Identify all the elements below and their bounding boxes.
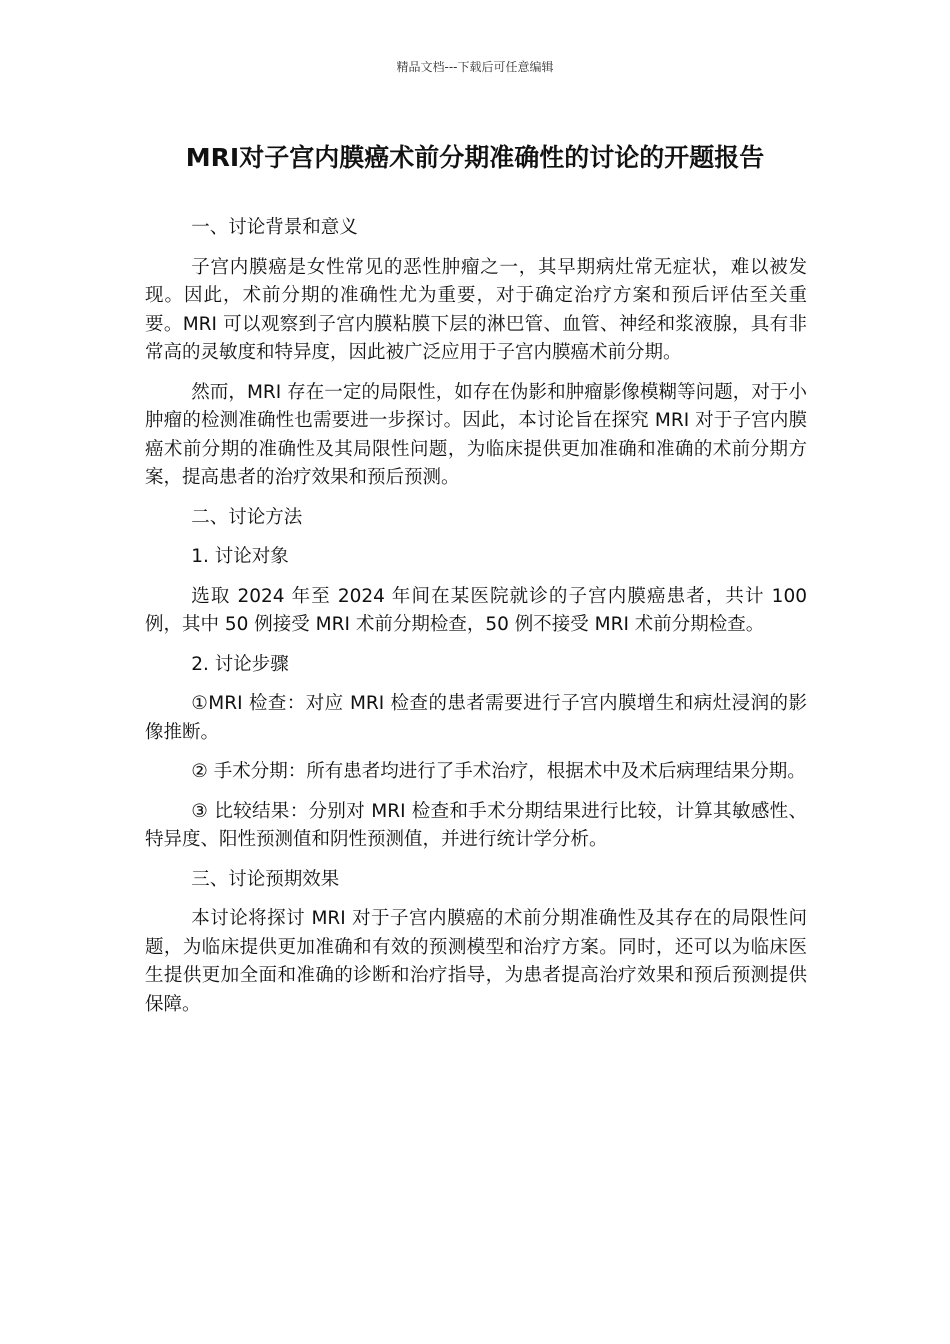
paragraph-background-1: 子宫内膜癌是女性常见的恶性肿瘤之一，其早期病灶常无症状，难以被发现。因此，术前分期的准确性尤为重要，对于确定治疗方案和预后评估至关重要。MRI 可以观察到子宫内膜粘膜下层的淋巴管、血管、神经和浆液腺，具有非常高的灵敏度和特异度，因此被广泛应用于子宫内膜癌术前分期。 [145,256,807,363]
step-compare-results: ③ 比较结果：分别对 MRI 检查和手术分期结果进行比较，计算其敏感性、特异度、阳性预测值和阴性预测值，并进行统计学分析。 [145,800,807,850]
document-body [145,214,807,1030]
header-note: 精品文档---下载后可任意编辑 [396,60,554,74]
paragraph-subjects: 选取 2024 年至 2024 年间在某医院就诊的子宫内膜癌患者，共计 100 例，其中 50 例接受 MRI 术前分期检查，50 例不接受 MRI 术前分期检查。 [145,585,807,635]
paragraph-expected: 本讨论将探讨 MRI 对于子宫内膜癌的术前分期准确性及其存在的局限性问题，为临床提供更加准确和有效的预测模型和治疗方案。同时，还可以为临床医生提供更加全面和准确的诊断和治疗指导，为患者提高治疗效果和预后预测提供保障。 [145,908,807,1015]
step-surgical-staging: ② 手术分期：所有患者均进行了手术治疗，根据术中及术后病理结果分期。 [191,761,806,782]
section-heading-methods: 二、讨论方法 [191,506,303,528]
section-heading-expected: 三、讨论预期效果 [191,868,340,890]
step-mri-exam: ①MRI 检查：对应 MRI 检查的患者需要进行子宫内膜增生和病灶浸润的影像推断。 [145,693,807,743]
subheading-subjects: 1. 讨论对象 [191,546,289,567]
document-title: MRI对子宫内膜癌术前分期准确性的讨论的开题报告 [185,143,765,172]
section-heading-background: 一、讨论背景和意义 [191,217,358,238]
subheading-steps: 2. 讨论步骤 [191,653,289,675]
paragraph-background-2: 然而，MRI 存在一定的局限性，如存在伪影和肿瘤影像模糊等问题，对于小肿瘤的检测准确性也需要进一步探讨。因此，本讨论旨在探究 MRI 对于子宫内膜癌术前分期的准确性及其局限性问题，为临床提供更加准确和准确的术前分期方案，提高患者的治疗效果和预后预测。 [145,381,807,488]
